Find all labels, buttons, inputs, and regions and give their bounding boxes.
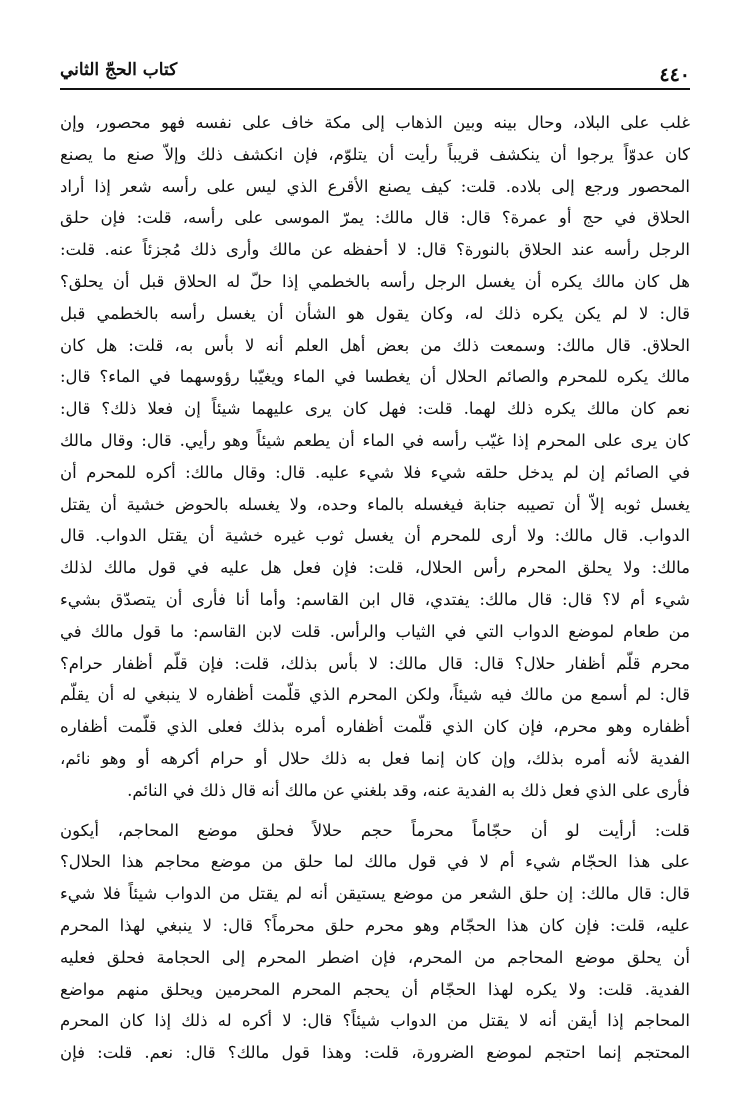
- text-line: هل كان مالك يكره أن يغسل الرجل رأسه بالخطمي إذا حلّ له الحلاق قبل أن يحلق؟: [60, 271, 690, 291]
- paragraph-gap: [60, 807, 690, 815]
- text-line: عليه، قلت: فإن كان هذا الحجّام وهو محرم حلق محرماً؟ قال: لا ينبغي لهذا المحرم: [60, 915, 690, 935]
- paragraph-2: [60, 815, 690, 1069]
- text-line: المحصور ورجع إلى بلاده. قلت: كيف يصنع الأقرع الذي ليس على رأسه شعر إذا أراد: [60, 176, 690, 196]
- book-title: كتاب الحجّ الثاني: [60, 60, 178, 80]
- text-line: قلت: أرأيت لو أن حجّاماً محرماً حجم حلالاً فحلق موضع المحاجم، أيكون: [60, 820, 690, 840]
- page-number: ٤٤٠: [659, 64, 690, 86]
- text-line: قال: قال مالك: إن حلق الشعر من موضع يستيقن أنه لم يقتل من الدواب شيئاً فلا شيء: [60, 884, 690, 904]
- text-line: أظفاره وهو محرم، فإن كان الذي قلّمت أظفاره أمره بذلك فعلى الذي قلّمت أظفاره: [60, 717, 690, 737]
- text-line: قال: لم أسمع من مالك فيه شيئاً، ولكن المحرم الذي قلّمت أظفاره لا ينبغي له أن يقلّم: [60, 685, 690, 705]
- text-line: نعم كان مالك يكره ذلك لهما. قلت: فهل كان يرى عليهما شيئاً إن فعلا ذلك؟ قال:: [60, 399, 690, 419]
- text-line: كان يرى على المحرم إذا غيّب رأسه في الماء أن يطعم شيئاً وهو رأيي. قال: وقال مالك: [60, 430, 690, 450]
- text-line: فأرى على الذي فعل ذلك به الفدية عنه، وقد بلغني عن مالك أنه قال ذلك في النائم.: [127, 780, 690, 800]
- text-line: أن يحلق موضع المحاجم من المحرم، فإن اضطر المحرم إلى الحجامة فحلق فعليه: [60, 947, 690, 967]
- text-line: كان عدوّاً يرجوا أن ينكشف قريباً رأيت أن يتلوّم، فإن انكشف ذلك وإلاّ صنع ما يصنع: [60, 144, 690, 164]
- text-line: الفدية لأنه أمره بذلك، وإن كان إنما فعل به ذلك حلال أو حرام أكرهه أو وهو نائم،: [60, 748, 690, 768]
- text-line: مالك: ولا يحلق المحرم رأس الحلال، قلت: فإن فعل هل عليه في قول مالك لذلك: [60, 558, 690, 578]
- text-line: شيء أم لا؟ قال: قال مالك: يفتدي، قال ابن القاسم: وأما أنا فأرى أن يتصدّق بشيء: [60, 589, 690, 609]
- text-line: يغسل ثوبه إلاّ أن تصيبه جنابة فيغسله بالماء وحده، ولا يغسله بالحوض خشية أن يقتل: [60, 494, 690, 514]
- text-line: المحاجم إذا أيقن أنه لا يقتل من الدواب شيئاً؟ قال: لا أكره له ذلك إذا كان المحرم: [60, 1011, 690, 1031]
- running-header: [60, 58, 690, 90]
- text-line: مالك يكره للمحرم والصائم الحلال أن يغطسا في الماء ويغيّبا رؤوسهما في الماء؟ قال:: [60, 367, 690, 387]
- text-line: في الصائم إن لم يدخل حلقه شيء فلا شيء عليه. قال: وقال مالك: أكره للمحرم أن: [60, 462, 690, 482]
- text-line: المحتجم إنما احتجم لموضع الضرورة، قلت: وهذا قول مالك؟ قال: نعم. قلت: فإن: [60, 1043, 690, 1063]
- text-line: الدواب. قال مالك: ولا أرى للمحرم أن يغسل ثوب غيره خشية أن يقتل الدواب. قال: [60, 526, 690, 546]
- text-line: غلب على البلاد، وحال بينه وبين الذهاب إلى مكة خاف على نفسه فهو محصور، وإن: [60, 113, 690, 132]
- body-text: [60, 107, 690, 1069]
- text-line: من طعام لموضع الدواب التي في الثياب والرأس. قلت لابن القاسم: ما قول مالك في: [60, 621, 690, 641]
- text-line: الحلاق. قال مالك: وسمعت ذلك من بعض أهل العلم أنه لا بأس به، قلت: هل كان: [60, 335, 690, 355]
- text-line: الحلاق في حج أو عمرة؟ قال: قال مالك: يمرّ الموسى على رأسه، قلت: فإن حلق: [60, 208, 690, 228]
- text-line: على هذا الحجّام شيء أم لا في قول مالك لما حلق من موضع محاجم هذا الحلال؟: [60, 852, 690, 872]
- text-line: محرم قلّم أظفار حلال؟ قال: قال مالك: لا بأس بذلك، قلت: فإن قلّم أظفار حرام؟: [60, 653, 690, 673]
- paragraph-1: [60, 107, 690, 807]
- text-line: الفدية. قلت: ولا يكره لهذا الحجّام أن يحجم المحرم المحرمين ويحلق منهم مواضع: [60, 979, 690, 999]
- text-line: الرجل رأسه عند الحلاق بالنورة؟ قال: لا أحفظه عن مالك وأرى ذلك مُجزئاً عنه. قلت:: [60, 240, 690, 260]
- text-line: قال: لا لم يكن يكره ذلك له، وكان يقول هو الشأن أن يغسل رأسه بالخطمي قبل: [60, 303, 690, 323]
